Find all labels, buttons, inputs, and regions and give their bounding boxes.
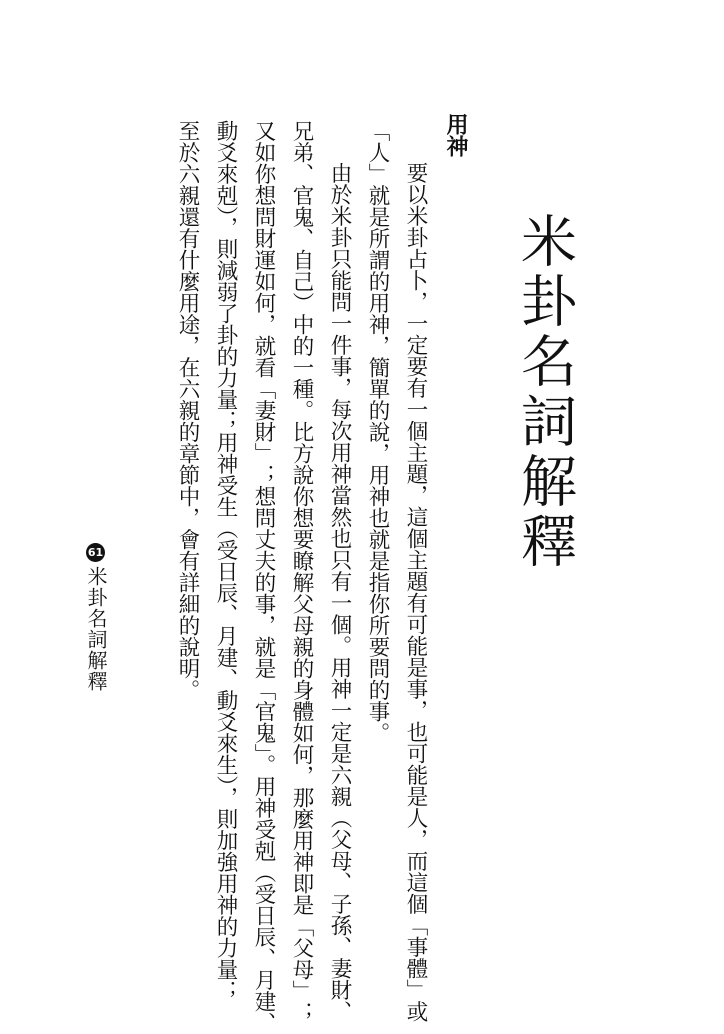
paragraph-2-line-2: 兄弟、官鬼、自己）中的一種。比方說你想要瞭解父母親的身體如何，那麼用神即是「父母」；: [289, 120, 314, 1023]
paragraph-2-line-4: 動爻來剋），則減弱了卦的力量；用神受生（受日辰、月建、動爻來生），則加強用神的力量；: [213, 120, 238, 1002]
paragraph-1-line-2: 「人」就是所謂的用神，簡單的說，用神也就是指你所要問的事。: [365, 120, 390, 744]
chapter-title: 米卦名詞解釋: [512, 212, 577, 572]
body-text: [168, 120, 434, 1034]
paragraph-1-line-1: 要以米卦占卜，一定要有一個主題，這個主題有可能是事，也可能是人，而這個「事體」或: [403, 162, 428, 1022]
running-title: 米卦名詞解釋: [84, 566, 108, 692]
section-heading: 用神: [443, 113, 469, 157]
page-number-badge: 61: [86, 543, 105, 562]
paragraph-2-line-3: 又如你想問財運如何，就看「妻財」；想問丈夫的事，就是「官鬼」。用神受剋（受日辰、月建、: [251, 120, 276, 1034]
paragraph-2-line-5: 至於六親還有什麼用途，在六親的章節中，會有詳細的說明。: [175, 120, 200, 701]
paragraph-2-line-1: 由於米卦只能問一件事，每次用神當然也只有一個。用神一定是六親（父母、子孫、妻財、: [327, 162, 352, 1022]
